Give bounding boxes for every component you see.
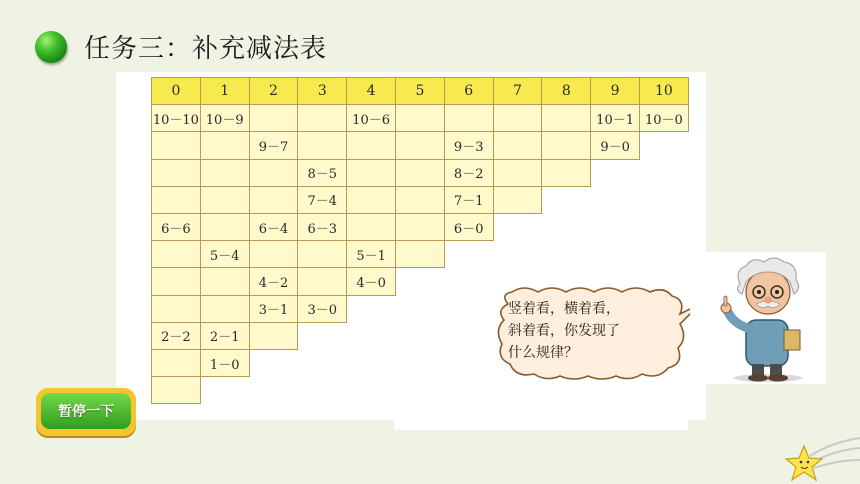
table-header-cell: 8 [541, 77, 591, 105]
table-cell [346, 186, 396, 214]
table-cell: 5－1 [346, 240, 396, 268]
table-cell [395, 159, 445, 187]
table-cell [541, 159, 591, 187]
table-cell [297, 267, 347, 295]
table-cell: 3－1 [249, 295, 299, 323]
pause-button[interactable] [36, 388, 136, 436]
table-cell [444, 104, 494, 132]
table-cell: 9－7 [249, 131, 299, 159]
table-cell: 2－1 [200, 322, 250, 350]
table-cell [493, 186, 543, 214]
table-cell: 8－5 [297, 159, 347, 187]
table-cell [346, 131, 396, 159]
table-cell [200, 159, 250, 187]
table-cell [249, 322, 299, 350]
table-cell: 9－0 [590, 131, 640, 159]
table-cell: 7－4 [297, 186, 347, 214]
table-header-cell: 3 [297, 77, 347, 105]
table-cell [493, 104, 543, 132]
table-cell [151, 295, 201, 323]
table-cell: 10－6 [346, 104, 396, 132]
table-cell [200, 213, 250, 241]
professor-illustration [712, 254, 822, 382]
bubble-line-1: 竖着看，横着看， [508, 301, 620, 317]
table-cell: 1－0 [200, 349, 250, 377]
table-cell [297, 104, 347, 132]
table-header-cell: 4 [346, 77, 396, 105]
table-header-cell: 1 [200, 77, 250, 105]
table-cell: 8－2 [444, 159, 494, 187]
table-cell: 5－4 [200, 240, 250, 268]
bubble-line-2: 斜着看，你发现了 [508, 323, 620, 339]
table-cell: 7－1 [444, 186, 494, 214]
table-cell [346, 213, 396, 241]
table-cell [200, 295, 250, 323]
table-cell: 6－3 [297, 213, 347, 241]
table-cell [395, 131, 445, 159]
table-header-cell: 9 [590, 77, 640, 105]
table-cell [151, 131, 201, 159]
table-cell [151, 376, 201, 404]
table-cell [151, 349, 201, 377]
table-cell: 6－6 [151, 213, 201, 241]
table-cell: 4－0 [346, 267, 396, 295]
table-cell [249, 186, 299, 214]
table-cell [346, 159, 396, 187]
table-cell: 3－0 [297, 295, 347, 323]
table-cell [249, 104, 299, 132]
table-cell [493, 131, 543, 159]
table-cell [151, 159, 201, 187]
table-header-cell: 10 [639, 77, 689, 105]
title-bullet-icon [35, 31, 67, 63]
table-cell [395, 104, 445, 132]
table-cell [200, 267, 250, 295]
table-header-cell: 6 [444, 77, 494, 105]
table-cell [395, 186, 445, 214]
table-cell: 10－9 [200, 104, 250, 132]
bubble-text [508, 298, 678, 364]
table-cell [151, 267, 201, 295]
table-cell [249, 159, 299, 187]
table-header-cell: 5 [395, 77, 445, 105]
table-cell [541, 104, 591, 132]
table-cell: 4－2 [249, 267, 299, 295]
table-cell [200, 131, 250, 159]
table-cell [297, 240, 347, 268]
table-cell: 2－2 [151, 322, 201, 350]
table-header-cell: 2 [249, 77, 299, 105]
pause-button-label: 暂停一下 [41, 393, 131, 429]
page-title: 任务三：补充减法表 [84, 34, 328, 64]
table-cell: 10－10 [151, 104, 201, 132]
table-cell: 10－1 [590, 104, 640, 132]
table-cell [493, 159, 543, 187]
table-cell [395, 240, 445, 268]
table-cell [200, 186, 250, 214]
table-cell [151, 186, 201, 214]
table-cell [297, 131, 347, 159]
table-cell [395, 213, 445, 241]
table-cell: 6－4 [249, 213, 299, 241]
table-cell [151, 240, 201, 268]
table-cell [541, 131, 591, 159]
star-icon [782, 432, 860, 484]
table-header-cell: 0 [151, 77, 201, 105]
table-cell: 6－0 [444, 213, 494, 241]
table-cell: 9－3 [444, 131, 494, 159]
table-cell [249, 240, 299, 268]
bubble-line-3: 什么规律？ [508, 345, 578, 361]
table-header-cell: 7 [493, 77, 543, 105]
table-cell: 10－0 [639, 104, 689, 132]
